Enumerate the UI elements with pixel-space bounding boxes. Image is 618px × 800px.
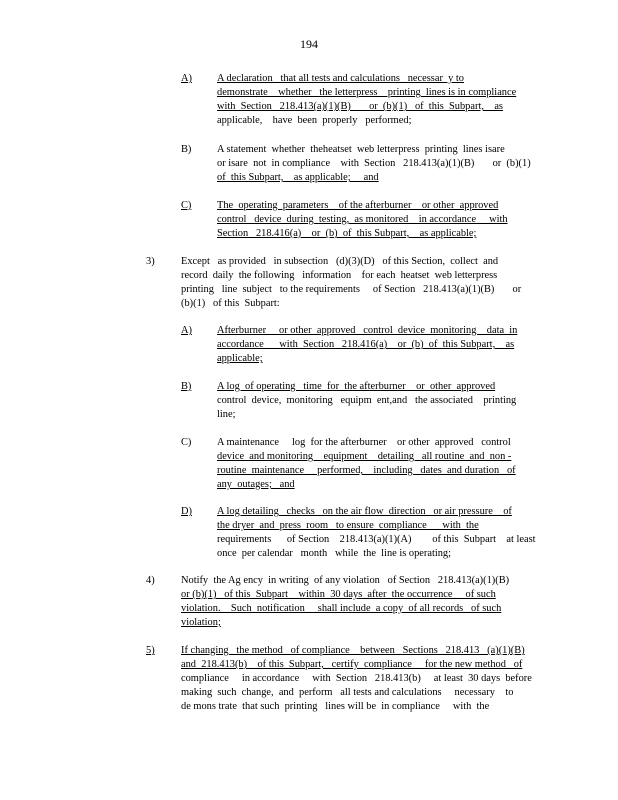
text-line: and 218.413(b) of this Subpart, certify compliance for the new method of bbox=[181, 659, 523, 670]
text-line: applicable; bbox=[217, 353, 263, 364]
text-line: A statement whether theheatset web letterpress printing lines isare bbox=[217, 144, 505, 155]
text-line: or (b)(1) of this Subpart within 30 days after the occurrence of such bbox=[181, 589, 496, 600]
text-line: A maintenance log for the afterburner or other approved control bbox=[217, 437, 511, 448]
list-item-marker: A) bbox=[181, 73, 192, 84]
text-line: The operating parameters of the afterburner or other approved bbox=[217, 200, 499, 211]
list-item-marker: 4) bbox=[146, 575, 155, 586]
list-item-marker: A) bbox=[181, 325, 192, 336]
text-line: record daily the following information for each heatset web letterpress bbox=[181, 270, 498, 281]
list-item-text bbox=[217, 436, 526, 492]
text-line: Except as provided in subsection (d)(3)(D) of this Section, collect and bbox=[181, 256, 499, 267]
text-line: of this Subpart, as applicable; and bbox=[217, 172, 379, 183]
text-line: A declaration that all tests and calculations necessar y to bbox=[217, 73, 464, 84]
text-line: demonstrate whether the letterpress printing lines is in compliance bbox=[217, 87, 517, 98]
text-line: violation; bbox=[181, 617, 221, 628]
list-item-text bbox=[217, 505, 536, 561]
text-line: control device, monitoring equipm ent,and the associated printing bbox=[217, 395, 517, 406]
text-line: violation. Such notification shall include a copy of all records of such bbox=[181, 603, 502, 614]
list-item-text bbox=[217, 199, 526, 241]
list-item-text bbox=[217, 324, 526, 366]
list-item-marker: C) bbox=[181, 200, 192, 211]
list-item-text bbox=[181, 644, 532, 714]
text-line: Afterburner or other approved control device monitoring data in bbox=[217, 325, 518, 336]
list-item-text bbox=[181, 255, 526, 311]
text-line: control device during testing, as monitored in accordance with bbox=[217, 214, 508, 225]
text-line: applicable, have been properly performed; bbox=[217, 115, 412, 126]
list-item-marker: B) bbox=[181, 381, 192, 392]
list-item-marker: B) bbox=[181, 144, 192, 155]
list-item-text bbox=[217, 143, 531, 185]
text-line: any outages; and bbox=[217, 479, 295, 490]
list-item-marker: C) bbox=[181, 437, 192, 448]
text-line: the dryer and press room to ensure compliance with the bbox=[217, 520, 479, 531]
text-line: Notify the Ag ency in writing of any violation of Section 218.413(a)(1)(B) bbox=[181, 575, 510, 586]
text-line: with Section 218.413(a)(1)(B) or (b)(1) of this Subpart, as bbox=[217, 101, 503, 112]
text-line: line; bbox=[217, 409, 236, 420]
text-line: requirements of Section 218.413(a)(1)(A) of this Subpart at least bbox=[217, 534, 536, 545]
list-item-marker: 5) bbox=[146, 645, 155, 656]
text-line: A log detailing checks on the air flow direction or air pressure of bbox=[217, 506, 512, 517]
text-line: compliance in accordance with Section 218.413(b) at least 30 days before bbox=[181, 673, 532, 684]
page-number: 194 bbox=[300, 37, 318, 51]
list-item-marker: D) bbox=[181, 506, 192, 517]
text-line: printing line subject to the requirements of Section 218.413(a)(1)(B) or bbox=[181, 284, 522, 295]
text-line: de mons trate that such printing lines will be in compliance with the bbox=[181, 701, 490, 712]
text-line: (b)(1) of this Subpart: bbox=[181, 298, 280, 309]
text-line: device and monitoring equipment detailing all routine and non - bbox=[217, 451, 512, 462]
list-item-text bbox=[217, 72, 526, 128]
list-item-marker: 3) bbox=[146, 256, 155, 267]
text-line: or isare not in compliance with Section 218.413(a)(1)(B) or (b)(1) bbox=[217, 158, 531, 169]
text-line: If changing the method of compliance between Sections 218.413 (a)(1)(B) bbox=[181, 645, 525, 656]
text-line: Section 218.416(a) or (b) of this Subpart, as applicable; bbox=[217, 228, 477, 239]
list-item-text bbox=[217, 380, 526, 422]
text-line: once per calendar month while the line is operating; bbox=[217, 548, 452, 559]
text-line: making such change, and perform all tests and calculations necessary to bbox=[181, 687, 514, 698]
list-item-text bbox=[181, 574, 526, 630]
text-line: routine maintenance performed, including dates and duration of bbox=[217, 465, 516, 476]
text-line: A log of operating time for the afterburner or other approved bbox=[217, 381, 496, 392]
text-line: accordance with Section 218.416(a) or (b) of this Subpart, as bbox=[217, 339, 515, 350]
